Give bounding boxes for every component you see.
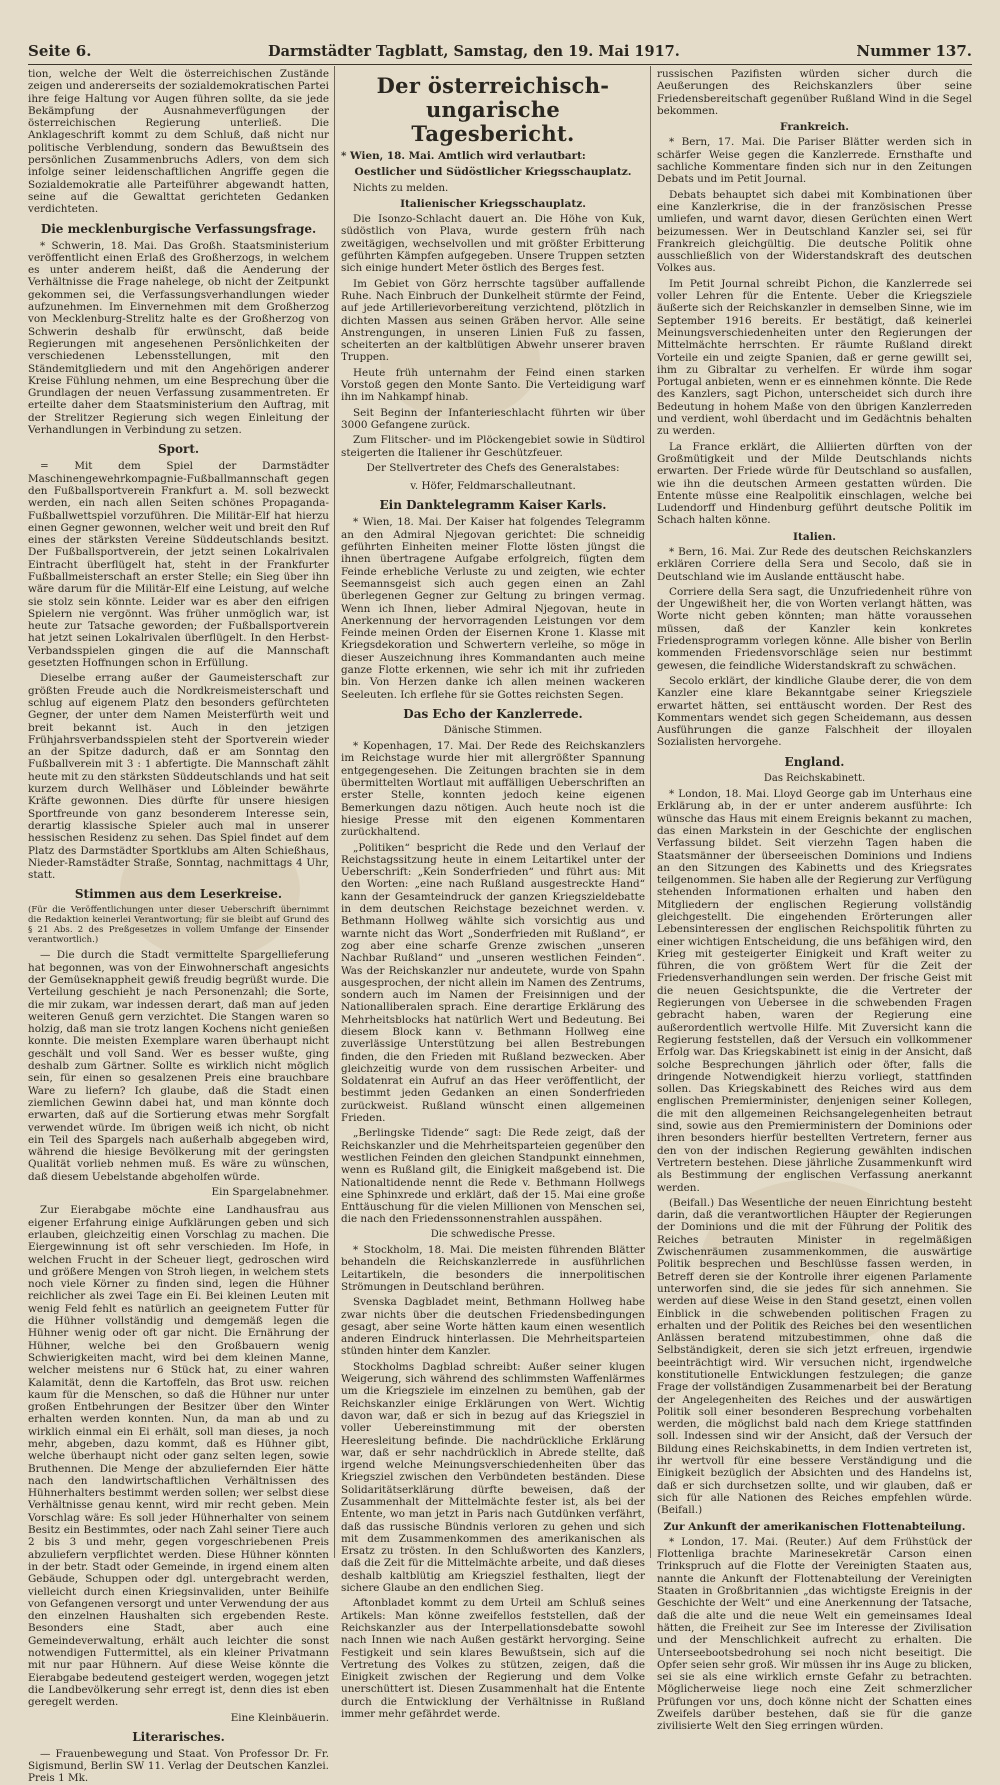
column-divider — [650, 66, 651, 1558]
editorial-disclaimer: (Für die Veröffentlichungen unter dieser Ueberschrift übernimmt die Redaktion keinerlei Verantwortung; für sie bleibt auf Grund des § 21 Abs. 2 des Preßgesetzes in vollem Umfange der Einsender verantwortlich.) — [28, 905, 329, 946]
report-text: Zum Flitscher- und im Plöckengebiet sowie in Südtirol steigerten die Italiener ihr Geschützfeuer. — [341, 434, 645, 459]
literary-note: — Frauenbewegung und Staat. Von Professor Dr. Fr. Sigismund, Berlin SW 11. Verlag der Deutschen Kanzlei. Preis 1 Mk. — [28, 1747, 329, 1785]
letter-spargel: — Die durch die Stadt vermittelte Spargellieferung hat begonnen, was von der Einwohnerschaft angesichts der Gemüseknappheit gewiß freudig begrüßt wurde. Die Verteilung geschieht je nach Personenzahl; die Sorte, die mir zukam, war indessen derart, daß man auf jeden weiteren Genuß gern verzichtet. Die Stangen waren so holzig, daß man sie trotz langen Kochens nicht genießen konnte. Die meisten Exemplare waren überhaupt nicht geschält und voll Sand. Wer es besser wußte, ging deshalb zum Gärtner. Sollte es wirklich nicht möglich sein, für einen so gesalzenen Preis eine brauchbare Ware zu liefern? Ich glaube, daß die Stadt einen ziemlichen Gewinn dabei hat, und man könnte doch erwarten, daß auf die Sortierung etwas mehr Sorgfalt verwendet würde. Im übrigen weiß ich nicht, ob nicht ein Teil des Spargels nach außerhalb abgegeben wird, während die hiesige Bevölkerung mit der geringsten Qualität vorlieb nehmen muß. Es wäre zu wünschen, daß diesem Uebelstande abgeholfen würde. — [28, 949, 329, 1183]
article-title-mecklenburg: Die mecklenburgische Verfassungsfrage. — [40, 221, 317, 236]
issue-number: Nummer 137. — [856, 42, 972, 60]
report-signature-name: v. Höfer, Feldmarschalleutnant. — [410, 480, 576, 493]
echo-text: Stockholms Dagblad schreibt: Außer seiner klugen Weigerung, sich während des schlimmsten Waffenlärmes um die Kriegsziele im einzelnen zu bemühen, gab der Reichskanzler einige Erklärungen von Wert. Wichtig davon war, daß er sich in bezug auf das Kriegsziel in voller Uebereinstimmung mit der obersten Heeresleitung befinde. Die nachdrückliche Erklärung war, daß er sehr nachdrücklich in Abrede stellte, daß irgend welche Meinungsverschiedenheiten über das Kriegsziel zwischen den Verbündeten beständen. Diese Solidaritätserklärung dürfte beweisen, daß der Zusammenhalt der Mittelmächte fester ist, als bei der Entente, wo man jetzt in Paris nach Gutdünken verfährt, daß das russische Bündnis verloren zu gehen und sich mit dem Zusammenkommen des amerikanischen als Ersatz zu trösten. In den Schlußworten des Kanzlers, daß die Zeit für die Mittelmächte arbeite, und daß dieses deshalb kaltblütig am Kriegsziel festhalten, liegt der sichere Glaube an den endlichen Sieg. — [341, 1360, 645, 1595]
echo-text: * Stockholm, 18. Mai. Die meisten führenden Blätter behandeln die Reichskanzlerrede in ausführlichen Leitartikeln, die besonders die innerpolitischen Strömungen in Deutschland berühren. — [341, 1244, 645, 1293]
report-text: Nichts zu melden. — [353, 181, 449, 194]
intro-paragraph: russischen Pazifisten würden sicher durch die Aeußerungen des Reichskanzlers über seine Friedensbereitschaft gegenüber Rußland Wind in die Segel bekommen. — [657, 68, 972, 117]
article-title-echo: Das Echo der Kanzlerrede. — [403, 706, 583, 721]
report-text: * London, 18. Mai. Lloyd George gab im Unterhaus eine Erklärung ab, in der er unter anderem ausführte: Ich wünsche das Haus mit einem Ereignis bekannt zu machen, das einen Markstein in der Geschichte der englischen Verfassung bildet. Seit vierzehn Tagen haben die Staatsmänner der überseeischen Dominions und Indiens an den Sitzungen des Kabinetts und des Kriegsrates teilgenommen. Sie haben alle der Regierung zur Verfügung stehenden Informationen erhalten und haben den Mitgliedern der englischen Regierung vollständig gleichgestellt. Die eingehenden Erörterungen aller Lebensinteressen der englischen Reichspolitik führten zu einer wichtigen Entscheidung, die uns befähigen wird, den Krieg mit gesteigerter Einigkeit und Kraft weiter zu führen, die von größtem Wert für die Zeit der Friedensverhandlungen sein werden. Der frische Geist mit die neuen Gesichtspunkte, die die Vertreter der Regierungen von Uebersee in die schwebenden Fragen gebracht haben, waren der Regierung eine außerordentlich wertvolle Hilfe. Mit Zuversicht kann die Regierung feststellen, daß der Versuch ein vollkommener Erfolg war. Das Kriegskabinett ist einig in der Ansicht, daß solche Besprechungen jährlich oder öfter, falls die dringende Notwendigkeit hierzu vorliegt, stattfinden sollen. Das Kriegskabinett des Reiches wird aus dem englischen Premierminister, denjenigen seiner Kollegen, die mit den allgemeinen Reichsangelegenheiten betraut sind, sowie aus den Premierministern der Dominions oder ihren besonders hierfür bestellten Vertretern, ferner aus den von der indischen Regierung gewählten indischen Vertretern bestehen. Diese jährliche Zusammenkunft wird als Bestimmung der englischen Verfassung anerkannt werden. — [657, 788, 972, 1194]
report-text: Debats behauptet sich dabei mit Kombinationen über eine Kanzlerkrise, die in der französischen Presse umliefen, und warnt davor, diesen Gerüchten einen Wert beizumessen. Wer in Deutschland Kanzler sei, sei für Frankreich gleichgültig. Die deutsche Politik ohne ausschließlich von der Widerstandskraft des deutschen Volkes aus. — [657, 188, 972, 275]
echo-text: „Berlingske Tidende“ sagt: Die Rede zeigt, daß der Reichskanzler und die Mehrheitsparteien gegenüber den westlichen Feinden den gleichen Standpunkt einnehmen, wenn es Rußland gilt, die Einigkeit maßgebend ist. Die Nationaltidende nennt die Rede v. Bethmann Hollwegs eine Sphinxrede und erklärt, daß der 15. Mai eine große Enttäuschung für die vielen Millionen von Menschen sei, die nach den Friedenssonnenstrahlen ausspähen. — [341, 1127, 645, 1226]
article-text-danktelegramm: * Wien, 18. Mai. Der Kaiser hat folgendes Telegramm an den Admiral Njegovan gerichtet: Die schneidig geführten Einheiten meiner Flotte lösten jüngst die ihnen übertragene Aufgabe erfolgreich, fügten dem Feinde erhebliche Verluste zu und zeigten, wie echter Seemannsgeist sich auch gegen einen an Zahl überlegenen Gegner zur Geltung zu bringen vermag. Wenn ich Ihnen, lieber Admiral Njegovan, heute in Anerkennung der hervorragenden Leistungen vor dem Feinde meinen Orden der Eisernen Krone 1. Klasse mit Kriegsdekoration und Schwertern verleihe, so möge in dieser Auszeichnung ihres Kommandanten auch meine ganze Flotte erkennen, wie sehr ich mit ihr zufrieden bin. Von Herzen danke ich allen meinen wackeren Seeleuten. Ich erflehe für sie Gottes reichsten Segen. — [341, 516, 645, 701]
column-2 — [341, 68, 645, 1721]
column-1 — [28, 68, 329, 1785]
report-text: * Bern, 17. Mai. Die Pariser Blätter werden sich in schärfer Weise gegen die Kanzlerrede. Ernsthafte und sachliche Kommentare finden sich nur in den Zeitungen Debats und im Petit Journal. — [657, 136, 972, 186]
page-number: Seite 6. — [28, 42, 92, 60]
report-text: * London, 17. Mai. (Reuter.) Auf dem Frühstück der Flottenliga brachte Marinesekretär Carson einen Trinkspruch auf die Flotte der Vereinigten Staaten aus, nannte die Ankunft der Flottenabteilung der Vereinigten Staaten in Großbritannien „das wichtigste Ereignis in der Geschichte der Welt“ und eine Anerkennung der Tatsache, daß die alte und die neue Welt ein gemeinsames Ideal hätten, die Freiheit zur See im Interesse der Zivilisation und der Menschlichkeit aufrecht zu erhalten. Die Unterseebootsbedrohung sei noch nicht beseitigt. Die Opfer seien sehr groß. Wir müssen ihr ins Auge zu blicken, sei sie als eine wirklich ernste Gefahr zu betrachten. Möglicherweise liege noch eine Zeit schmerzlicher Prüfungen vor uns, doch könne nicht der Schatten eines Zweifels darüber bestehen, daß sie für die ganze zivilisierte Welt den Sieg erringen würden. — [657, 1535, 972, 1733]
header-rule — [28, 64, 972, 65]
report-text: Seit Beginn der Infanterieschlacht führten wir über 3000 Gefangene zurück. — [341, 406, 645, 431]
column-divider — [334, 66, 335, 1558]
letter-eier: Zur Eierabgabe möchte eine Landhausfrau aus eigener Erfahrung einige Aufklärungen geben und sich erlauben, gleichzeitig einen Vorschlag zu machen. Die Eiergewinnung ist oft sehr verschieden. Im Hofe, in welchen Frucht in der Scheuer liegt, gedroschen wird und größere Mengen von Stroh liegen, in welchem stets noch viele Körner zu finden sind, legen die Hühner reichlicher als zwei Tage ein Ei. Bei kleinen Leuten mit wenig Feld fehlt es natürlich an geeignetem Futter für die Hühner vollständig und demgemäß legen die Hühner wenig oder oft gar nicht. Die Ernährung der Hühner, welche bei den Großbauern wenig Schwierigkeiten macht, wird bei dem kleinen Manne, welcher meistens nur 6 Stück hat, zu einer wahren Kalamität, denn die Kartoffeln, das Brot usw. reichen kaum für die Menschen, so daß die Hühner nur unter großen Entbehrungen der Besitzer über den Winter erhalten werden konnten. Nun, da man ab und zu wirklich einmal ein Ei erhält, soll man dieses, ja noch mehr, abgeben, dazu kommt, daß es Hühner gibt, welche überhaupt nicht oder ganz selten legen, sowie Bruthennen. Die Menge der abzuliefernden Eier hätte nach den landwirtschaftlichen Verhältnissen des Hühnerhalters bestimmt werden sollen; wer selbst diese Verhältnisse genau kennt, wird mir recht geben. Mein Vorschlag wäre: Es soll jeder Hühnerhalter von seinem Besitz ein Bestimmtes, oder nach Zahl seiner Tiere auch 2 bis 3 und mehr, gegen vorgeschriebenen Preis abzuliefern verpflichtet werden. Diese Hühner könnten in der betr. Stadt oder Gemeinde, in irgend einem alten Gebäude, Schuppen oder dgl. untergebracht werden, vielleicht durch einen Kriegsinvaliden, unter Beihilfe von Gefangenen versorgt und unter Verwendung der aus den einzelnen Haushalten sich ergebenden Reste. Besonders eine Stadt, aber auch eine Gemeindeverwaltung, erhält auch leichter die sonst notwendigen Futtermittel, als ein kleiner Privatmann mit nur paar Hühnern. Auf diese Weise könnte die Eierabgabe bedeutend gesteigert werden, wogegen jetzt die Landbevölkerung sehr erregt ist, denn dies ist eben geregelt werden. — [28, 1204, 329, 1709]
subheading-italien: Italien. — [793, 530, 836, 543]
article-text-mecklenburg: * Schwerin, 18. Mai. Das Großh. Staatsministerium veröffentlicht einen Erlaß des Großherzogs, in welchem es unter anderem heißt, daß die Aenderung der Verhältnisse die Frage nahelege, ob nicht der Zeitpunkt gekommen sei, die Verfassungsverhandlungen wieder aufzunehmen. Im Einvernehmen mit dem Großherzog von Mecklenburg-Strelitz halte es der Großherzog von Schwerin deshalb für erwünscht, daß beide Regierungen mit angesehenen Persönlichkeiten der verschiedenen Lebensstellungen, mit den Ständemitgliedern und mit den Angehörigen anderer Kreise Fühlung nehmen, um eine Besprechung über die Grundlagen der neuen Verfassung zusammentreten. Er erteilte daher dem Staatsministerium den Auftrag, mit der Strelitzer Regierung sich wegen Einleitung der Verhandlungen in Verbindung zu setzen. — [28, 239, 329, 437]
report-signature: Der Stellvertreter des Chefs des Generalstabes: — [366, 461, 620, 474]
report-text: Die Isonzo-Schlacht dauert an. Die Höhe von Kuk, südöstlich von Plava, wurde gestern früh nach zweitägigen, wechselvollen und mit größter Erbitterung geführten Kämpfen aufgegeben. Unsere Truppen setzten sich einige hundert Meter östlich des Berges fest. — [341, 213, 645, 275]
report-text: Secolo erklärt, der kindliche Glaube derer, die von dem Kanzler eine klare Bekanntgabe seiner Kriegsziele erwartet hätten, sei enttäuscht worden. Der Rest des Kommentars wendet sich gegen Scheidemann, aus dessen Ausführungen die ganze Falschheit der illoyalen Sozialisten hervorgehe. — [657, 674, 972, 749]
subheading-frankreich: Frankreich. — [779, 121, 849, 134]
subheading-daenisch: Dänische Stimmen. — [443, 724, 543, 736]
subheading-reichskabinett: Das Reichskabinett. — [763, 772, 866, 784]
echo-text: * Kopenhagen, 17. Mai. Der Rede des Reichskanzlers im Reichstage wurde hier mit allergrößter Spannung entgegengesehen. Die Zeitungen brachten sie in dem übermittelten Wortlaut mit auffälligen Ueberschriften an erster Stelle, konnten jedoch keine eigenen Bemerkungen dazu nötigen. Auch heute noch ist die hiesige Presse mit den eigenen Kommentaren zurückhaltend. — [341, 740, 645, 839]
report-text: (Beifall.) Das Wesentliche der neuen Einrichtung besteht darin, daß die verantwortlichen Häupter der Regierungen der Dominions und die mit der Führung der Politik des Reiches betrauten Minister in regelmäßigen Zwischenräumen zusammenkommen, die auswärtige Politik besprechen und Beschlüsse fassen werden, in Betreff deren sie der Kontrolle ihrer eigenen Parlamente unterworfen sind, die sie jedes für sich annehmen. Sie werden auf diese Weise in den Stand gesetzt, einen vollen Einblick in die schwebenden politischen Fragen zu erhalten und der Politik des Reiches bei den wesentlichen Anlässen beratend mitzubestimmen, ohne daß die Selbständigkeit, deren sie sich jetzt erfreuen, irgendwie beeinträchtigt wird. Wir versuchen nicht, irgendwelche konstitutionelle Entwicklungen festzulegen; die ganze Frage der vollständigen Zusammenarbeit bei der Beratung der Angelegenheiten des Reiches und der auswärtigen Politik soll einer besonderen Besprechung vorbehalten werden, die möglichst bald nach dem Kriege stattfinden soll. Indessen sind wir der Ansicht, daß der Versuch der Bildung eines Reichskabinetts, in dem Indien vertreten ist, ihr wertvoll für eine bessere Verständigung und die Einigkeit bezüglich der Absichten und des Handelns ist, daß er sich durchsetzen sollte, und wir glauben, daß er sich für alle Nationen des Reiches empfehlen würde. (Beifall.) — [657, 1196, 972, 1517]
echo-text: „Politiken“ bespricht die Rede und den Verlauf der Reichstagssitzung heute in einem Leitartikel unter der Ueberschrift: „Kein Sonderfrieden“ und führt aus: Mit den Worten: „eine nach Rußland ausgestreckte Hand“ kann der Gesamteindruck der ganzen Kriegszieldebatte in dem deutschen Reichstage bezeichnet werden. v. Bethmann Hollweg wählte sich vorsichtig aus und warnte nicht das Wort „Sonderfrieden mit Rußland“, er zog aber eine scharfe Grenze zwischen „unseren Nachbar Rußland“ und „unseren westlichen Feinden“. Was der Reichskanzler nur andeutete, wurde von Spahn ausgesprochen, der nicht allein im Namen des Zentrums, sondern auch im Namen der Freisinnigen und der Nationalliberalen sprach. Eine derartige Erklärung des Mehrheitsblocks hat natürlich Wert und Bedeutung. Bei diesem Block kann v. Bethmann Hollweg eine zuverlässige Unterstützung bei allen Bestrebungen finden, die den Frieden mit Rußland bezwecken. Aber gleichzeitig wurde von dem russischen Arbeiter- und Soldatenrat ein Aufruf an das Heer veröffentlicht, der bestimmt jeden Gedanken an einen Sonderfrieden zurückweist. Rußland wünscht einen allgemeinen Frieden. — [341, 841, 645, 1125]
report-text: Heute früh unternahm der Feind einen starken Vorstoß gegen den Monte Santo. Die Verteidigung warf ihn im Nahkampf hinab. — [341, 366, 645, 404]
section-title-england: England. — [784, 754, 845, 769]
column-3 — [657, 68, 972, 1733]
section-title-literarisches: Literarisches. — [132, 1729, 225, 1744]
subheading-flottenabteilung: Zur Ankunft der amerikanischen Flottenabteilung. — [663, 1520, 966, 1533]
subheading-oestlich: Oestlicher und Südöstlicher Kriegsschauplatz. — [354, 166, 632, 179]
intro-paragraph: tion, welche der Welt die österreichischen Zustände zeigen und andererseits der sozialdemokratischen Partei ihre feige Haltung vor Augen führen sollte, da sie jede Bekämpfung der Ausnahmeverfügungen der österreichischen Regierung unterließ. Die Anklageschrift kommt zu dem Schluß, daß nicht nur politische Verblendung, sondern das Bewußtsein des persönlichen Zusammenbruchs Adlers, von dem sich infolge seiner leidenschaftlichen Angriffe gegen die Sozialdemokratie alle Parteiführer abgewandt hatten, seine auf die Gewalttat gerichteten Gedanken verdichteten. — [28, 68, 329, 216]
echo-text: Aftonbladet kommt zu dem Urteil am Schluß seines Artikels: Man könne zweifellos feststellen, daß der Reichskanzler aus der Interpellationsdebatte sowohl nach Innen wie nach Außen gestärkt hervorging. Seine Festigkeit und sein klares Bewußtsein, sich auf die Vertretung des Volkes zu stützen, zeigen, daß die Einigkeit zwischen der Regierung und dem Volke unerschüttert ist. Diesen Zusammenhalt hat die Entente durch die Entwicklung der Verhältnisse in Rußland immer mehr gefährdet werde. — [341, 1597, 645, 1721]
article-title-danktelegramm: Ein Danktelegramm Kaiser Karls. — [379, 498, 607, 513]
letter-signature: Eine Kleinbäuerin. — [230, 1711, 329, 1724]
subheading-schwedisch: Die schwedische Presse. — [430, 1228, 556, 1240]
subheading-italien: Italienischer Kriegsschauplatz. — [400, 197, 586, 210]
report-text: La France erklärt, die Alliierten dürften von der Großmütigkeit und der Milde Deutschlands nichts erwarten. Der Friede würde für Deutschland so ausfallen, wie ihn die deutschen Armeen gestatten würden. Die Entente müsse eine Realpolitik einschlagen, welche bei Ludendorff und Hindenburg geführt deutsche Politik im Schach halten könne. — [657, 440, 972, 527]
section-title-sport: Sport. — [157, 442, 200, 457]
letter-signature: Ein Spargelabnehmer. — [211, 1186, 329, 1199]
section-title-leserkreis: Stimmen aus dem Leserkreise. — [74, 887, 283, 902]
masthead — [28, 34, 972, 60]
echo-text: Svenska Dagbladet meint, Bethmann Hollweg habe zwar nichts über die deutschen Friedensbedingungen gesagt, aber seine Worte hätten kaum einen wesentlich anderen Eindruck hinterlassen. Die Mehrheitsparteien stünden hinter dem Kanzler. — [341, 1296, 645, 1358]
report-text: Im Gebiet von Görz herrschte tagsüber auffallende Ruhe. Nach Einbruch der Dunkelheit stürmte der Feind, auf jede Artillerievorbereitung verzichtend, plötzlich in dichten Massen aus seinen Gräben hervor. Alle seine Anstrengungen, in unseren Linien Fuß zu fassen, scheiterten an der kaltblütigen Abwehr unserer braven Truppen. — [341, 277, 645, 364]
article-text-sport: = Mit dem Spiel der Darmstädter Maschinengewehrkompagnie-Fußballmannschaft gegen den Fußballsportverein Frankfurt a. M. soll bezweckt werden, ein nach allen Seiten schönes Propaganda-Fußballwettspiel vorzuführen. Die Militär-Elf hat hierzu einen Gegner gewonnen, welcher weit und breit den Ruf eines der stärksten Vereine Süddeutschlands besitzt. Der Fußballsportverein, der jetzt seinen Lokalrivalen Eintracht überflügelt hat, steht in der Frankfurter Fußballmeisterschaft an erster Stelle; ein Sieg über ihn wäre darum für die Militär-Elf eine Leistung, auf welche sie stolz sein könnte. Leider war es aber den eifrigen Spielern nie vergönnt. Was früher unmöglich war, ist heute zur Tatsache geworden; der Fußballsportverein hat jetzt seinen Lokalrivalen überflügelt. In den Herbst-Verbandsspielen gingen die auf die Mannschaft gesetzten Hoffnungen schon in Erfüllung. — [28, 460, 329, 670]
report-text: * Bern, 16. Mai. Zur Rede des deutschen Reichskanzlers erklären Corriere della Sera und Secolo, daß sie in Deutschland wie im Auslande enttäuscht habe. — [657, 545, 972, 583]
dateline: * Wien, 18. Mai. Amtlich wird verlautbart: — [341, 150, 586, 162]
paper-title: Darmstädter Tagblatt, Samstag, den 19. Mai 1917. — [268, 43, 680, 60]
report-text: Im Petit Journal schreibt Pichon, die Kanzlerrede sei voller Lehren für die Entente. Ueber die Kriegsziele äußerte sich der Reichskanzler in demselben Sinne, wie im September 1916 bereits. Er bestätigt, daß keinerlei Meinungsverschiedenheiten unter den Regierungen der Mittelmächte herrschten. Er räumte Rußland direkt Vorteile ein und zeigte Spanien, daß er gerne gewillt sei, ihm zu Gibraltar zu verhelfen. Er würde ihm sogar Portugal anbieten, wenn er es einnehmen könnte. Die Rede des Kanzlers, sagt Pichon, unterscheidet sich durch ihre Bedeutung in hohem Maße von den übrigen Kanzlerreden und verdient, wohl überdacht und im Gedächtnis behalten zu werden. — [657, 277, 972, 438]
report-text: Corriere della Sera sagt, die Unzufriedenheit rühre von der Ungewißheit her, die von Worten verlangt hätten, was Worte nicht geben könnten; man hätte voraussehen müssen, daß der Kanzler kein konkretes Friedensprogramm vorlegen könne. Alle bisher von Berlin kommenden Friedensvorschläge seien nur bestimmt gewesen, die feindliche Widerstandskraft zu schwächen. — [657, 585, 972, 672]
headline-tagesbericht: Der österreichisch-ungarische Tagesbericht. — [376, 73, 610, 146]
article-text-sport-2: Dieselbe errang außer der Gaumeisterschaft zur größten Freude auch die Nordkreismeisterschaft und schlug auf eigenem Platz den besonders gefürchteten Gegner, der unter dem Namen Meisterfürth weit und breit bekannt ist. Auch in den jetzigen Frühjahrsverbandsspielen steht der Sportverein wieder an der Spitze dadurch, daß er am Sonntag den Fußballverein mit 3 : 1 abfertigte. Die Mannschaft zählt heute mit zu den stärksten Süddeutschlands und hat seit kurzem durch Wellhäser und Löbleinder bewährte Kräfte gewonnen. Dies dürfte für unsere hiesigen Sportfreunde von ganz besonderem Interesse sein, derartig klassische Spieler auch mal in unserer hessischen Residenz zu sehen. Das Spiel findet auf dem Platz des Darmstädter Sportklubs am Alten Schießhaus, Nieder-Ramstädter Straße, Sonntag, nachmittags 4 Uhr, statt. — [28, 672, 329, 882]
